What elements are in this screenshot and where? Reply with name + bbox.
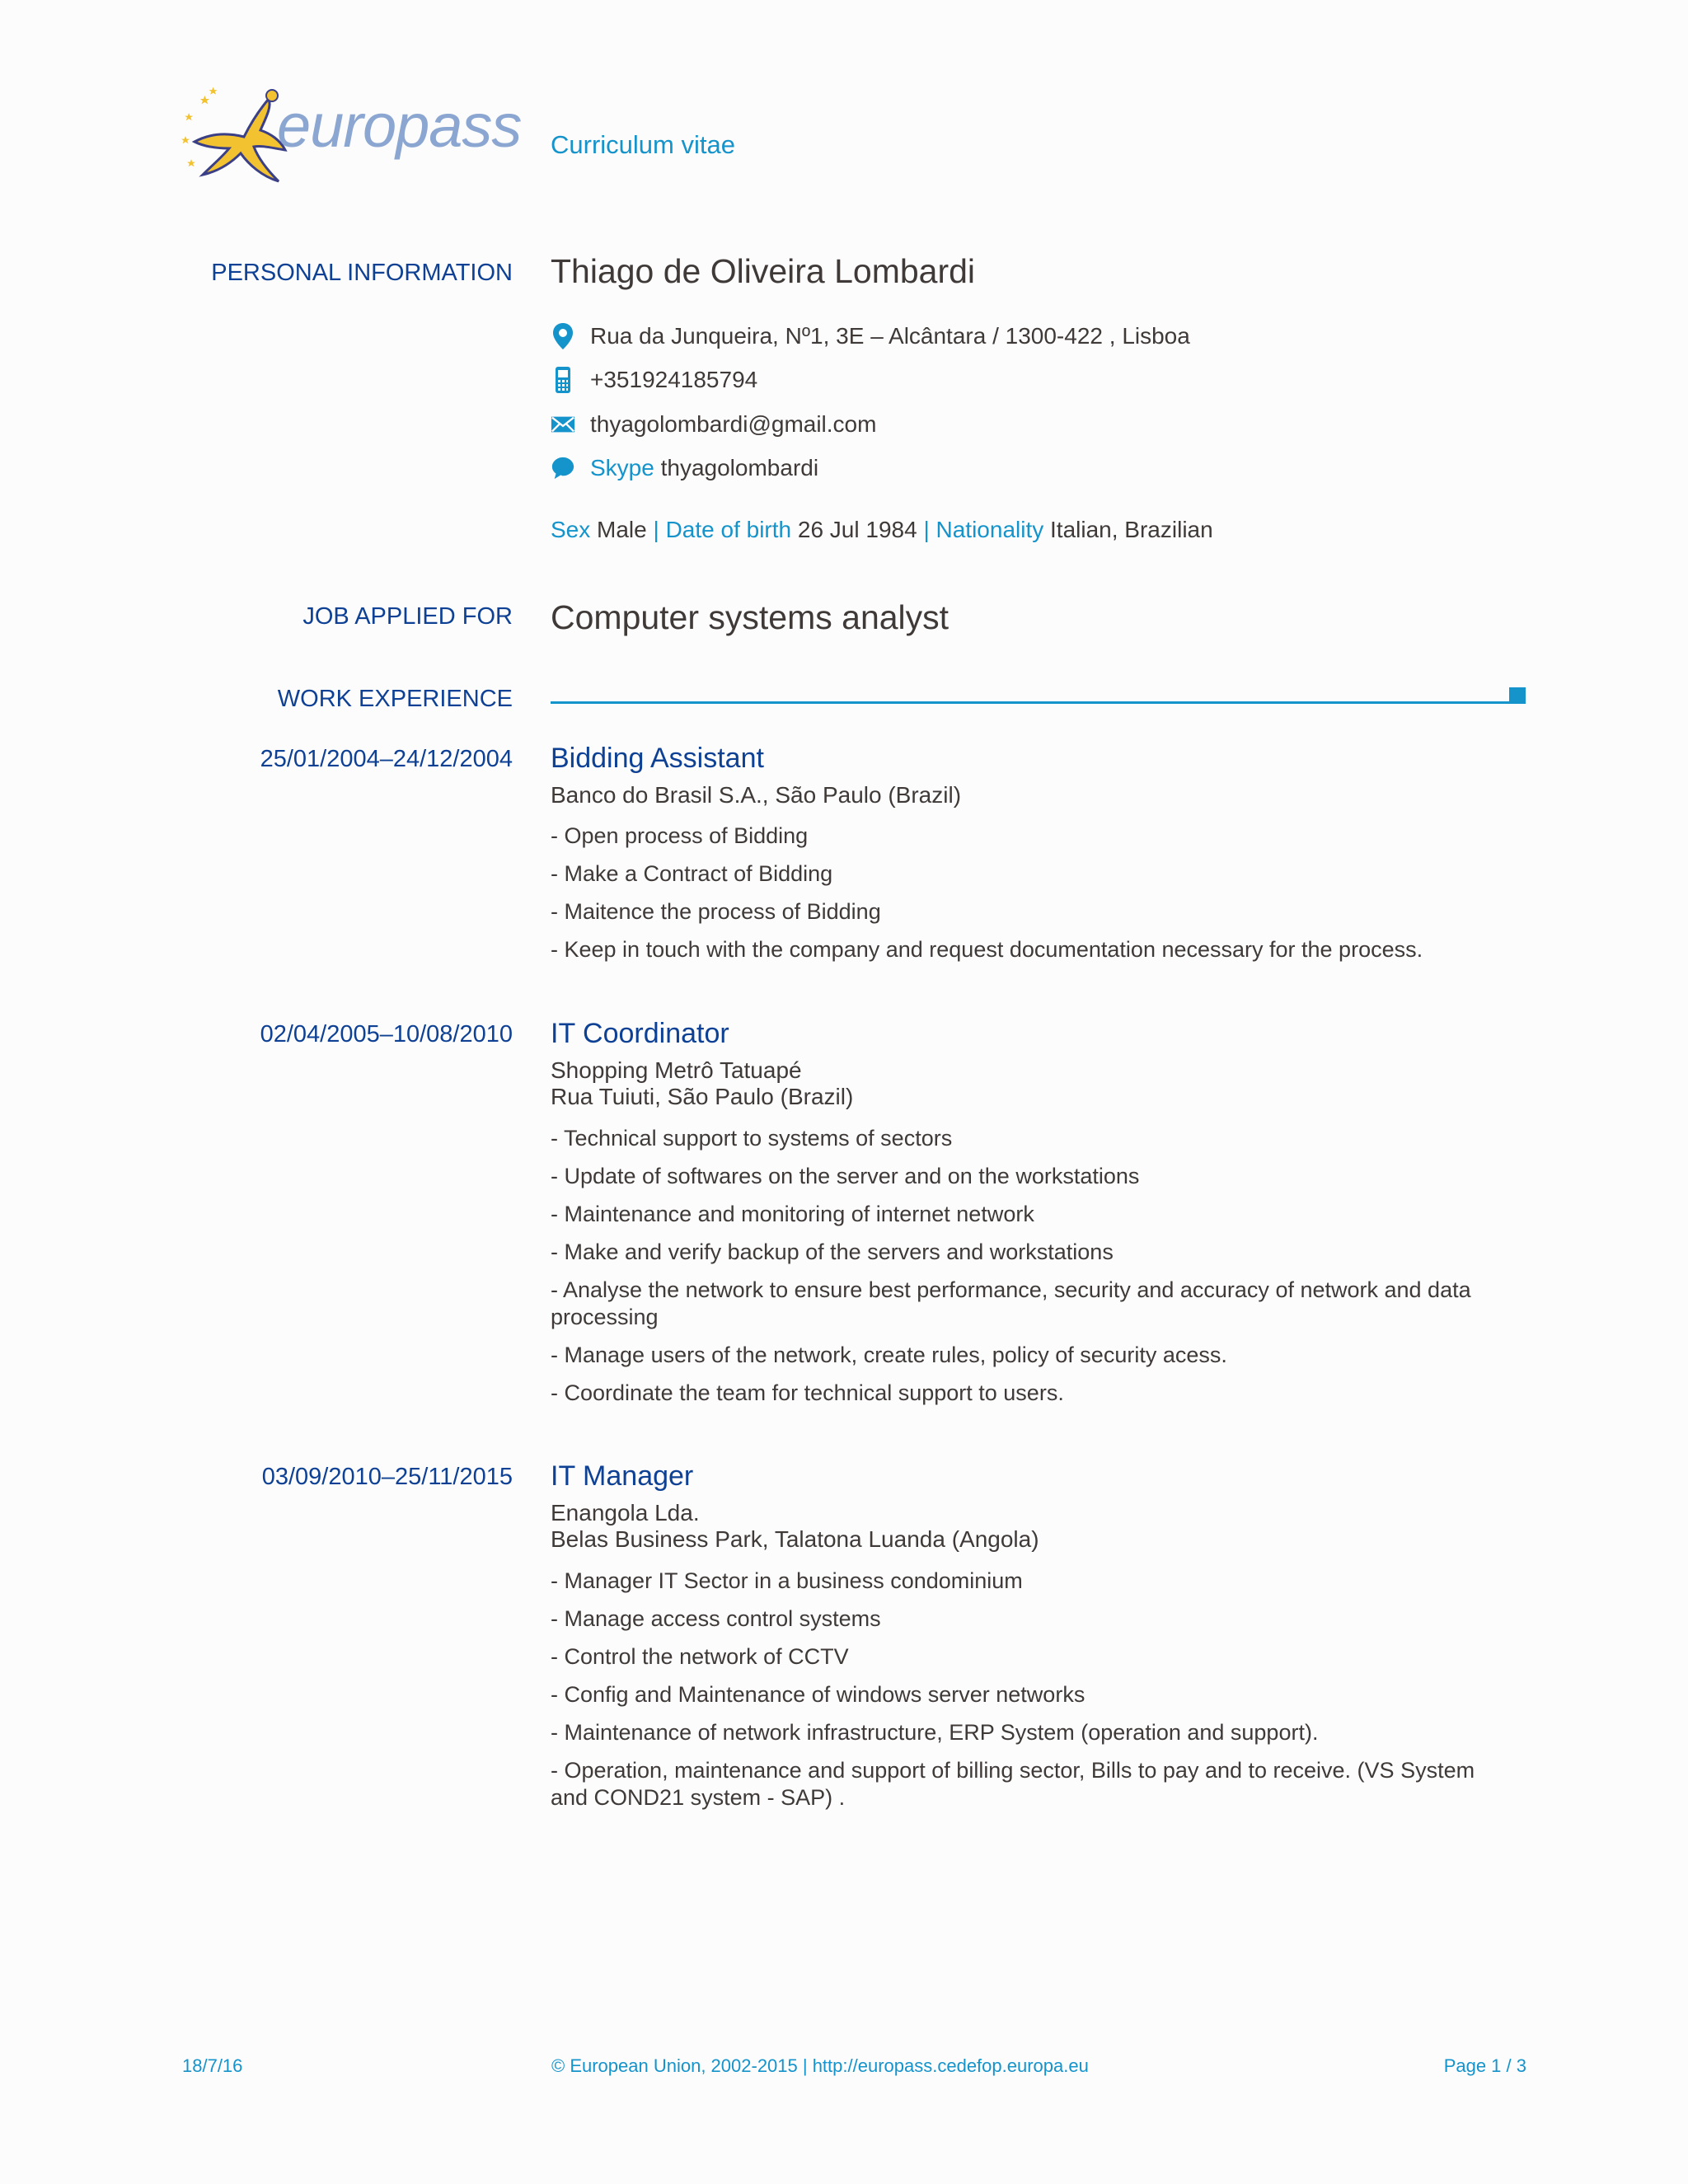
- entry-title: IT Coordinator: [551, 1018, 729, 1049]
- duty-item: - Manager IT Sector in a business condominium: [551, 1568, 1023, 1593]
- duty-item: - Operation, maintenance and support of billing sector, Bills to pay and to receive. (VS System and COND21 system - SAP) .: [551, 1758, 1475, 1810]
- duty-item: - Coordinate the team for technical support to users.: [551, 1380, 1064, 1405]
- section-divider-marker: [1509, 687, 1526, 704]
- entry-dates: 25/01/2004–24/12/2004: [260, 746, 513, 772]
- im-value: thyagolombardi: [660, 455, 819, 480]
- dob-value: 26 Jul 1984: [797, 517, 917, 542]
- duty-item: - Technical support to systems of sectors: [551, 1126, 953, 1151]
- entry-employer: [551, 782, 961, 808]
- job-applied-value: Computer systems analyst: [551, 598, 950, 636]
- phone-text[interactable]: +351924185794: [590, 367, 758, 392]
- duty-item: - Config and Maintenance of windows server networks: [551, 1682, 1085, 1707]
- email-text[interactable]: thyagolombardi@gmail.com: [590, 411, 877, 437]
- employer-line: Rua Tuiuti, São Paulo (Brazil): [551, 1084, 854, 1109]
- address-text: Rua da Junqueira, Nº1, 3E – Alcântara / 1300-422 , Lisboa: [590, 323, 1190, 349]
- duty-item: - Analyse the network to ensure best performance, security and accuracy of network and data processing: [551, 1277, 1471, 1329]
- duty-item: - Update of softwares on the server and on the workstations: [551, 1164, 1140, 1188]
- sex-label: Sex: [551, 517, 591, 542]
- duty-item: - Manage access control systems: [551, 1606, 881, 1631]
- duty-item: - Maintenance of network infrastructure, ERP System (operation and support).: [551, 1720, 1319, 1745]
- entry-title: IT Manager: [551, 1460, 694, 1492]
- document-title: Curriculum vitae: [551, 130, 735, 159]
- entry-duties: [551, 1568, 1515, 1822]
- mobile-phone-icon: [551, 365, 575, 395]
- envelope-icon: [551, 410, 575, 439]
- europass-logo: [180, 82, 522, 190]
- im-row: [551, 452, 818, 485]
- entry-dates: 02/04/2005–10/08/2010: [260, 1021, 513, 1047]
- employer-line: Shopping Metrô Tatuapé: [551, 1057, 802, 1083]
- employer-line: Banco do Brasil S.A., São Paulo (Brazil): [551, 782, 962, 808]
- entry-duties: [551, 823, 1515, 974]
- europass-wordmark: europass: [277, 91, 522, 160]
- personal-details-line: [551, 517, 1213, 543]
- footer-page-number: Page 1 / 3: [1443, 2055, 1526, 2076]
- phone-row: [551, 363, 757, 396]
- duty-item: - Maintenance and monitoring of internet network: [551, 1202, 1034, 1226]
- footer-date: 18/7/16: [182, 2055, 243, 2076]
- duty-item: - Control the network of CCTV: [551, 1644, 849, 1669]
- section-label-work-experience: WORK EXPERIENCE: [277, 686, 513, 712]
- full-name: Thiago de Oliveira Lombardi: [551, 252, 976, 290]
- entry-dates: 03/09/2010–25/11/2015: [261, 1464, 513, 1490]
- address-row: [551, 320, 1190, 353]
- duty-item: - Make a Contract of Bidding: [551, 861, 833, 886]
- duty-item: - Manage users of the network, create rules, policy of security acess.: [551, 1343, 1227, 1367]
- email-row: [551, 408, 876, 441]
- entry-employer: [551, 1500, 1039, 1553]
- section-label-job-applied: JOB APPLIED FOR: [302, 603, 513, 630]
- entry-employer: [551, 1057, 853, 1110]
- dob-label: | Date of birth: [653, 517, 792, 542]
- duty-item: - Open process of Bidding: [551, 823, 809, 848]
- chat-bubble-icon: [551, 453, 575, 483]
- sex-value: Male: [597, 517, 647, 542]
- section-divider: [551, 701, 1515, 704]
- employer-line: Enangola Lda.: [551, 1500, 700, 1526]
- footer-copyright[interactable]: © European Union, 2002-2015 | http://europass.cedefop.europa.eu: [551, 2055, 1089, 2076]
- im-label: Skype: [590, 455, 654, 480]
- duty-item: - Maitence the process of Bidding: [551, 899, 881, 924]
- nationality-label: | Nationality: [923, 517, 1044, 542]
- location-pin-icon: [551, 321, 575, 351]
- entry-title: Bidding Assistant: [551, 743, 764, 774]
- section-label-personal: PERSONAL INFORMATION: [211, 260, 513, 286]
- duty-item: - Keep in touch with the company and request documentation necessary for the process.: [551, 937, 1423, 962]
- employer-line: Belas Business Park, Talatona Luanda (Angola): [551, 1526, 1039, 1552]
- duty-item: - Make and verify backup of the servers and workstations: [551, 1240, 1114, 1264]
- entry-duties: [551, 1125, 1515, 1418]
- nationality-value: Italian, Brazilian: [1050, 517, 1213, 542]
